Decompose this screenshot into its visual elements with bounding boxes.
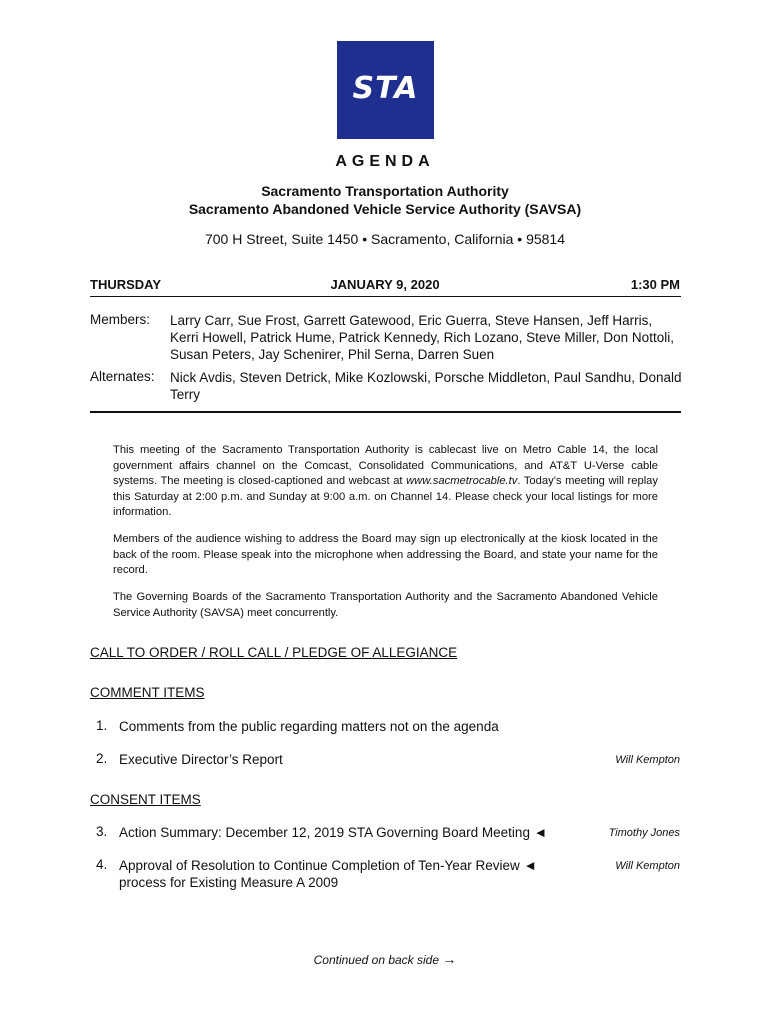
logo-text: STA (352, 71, 419, 106)
cablecast-text-end: . Today’s meeting will replay this Saturday at 2:00 p.m. and Sunday at 9:00 a.m. on Channel 14. Please check your local listings for more information. (113, 475, 658, 518)
item-presenter: Timothy Jones (608, 827, 680, 839)
boards-notice: The Governing Boards of the Sacramento Transportation Authority and the Sacramento Abandoned Vehicle Service Authority (SAVSA) meet concurrently. (113, 591, 658, 619)
org-address: 700 H Street, Suite 1450 • Sacramento, California • 95814 (204, 231, 565, 247)
meeting-date: JANUARY 9, 2020 (330, 277, 440, 292)
page-title: AGENDA (335, 153, 435, 170)
item-number: 1. (96, 718, 108, 733)
logo-stripe (337, 41, 434, 43)
cablecast-text-start: This meeting of the Sacramento Transportation Authority is cablecast live on Metro Cable 14, the local government affairs channel on the Comcast, Consolidated Communications, and AT&T U-Verse cable systems. The meeting is closed-captioned and webcast at (113, 444, 658, 487)
agenda-item-text: Executive Director’s Report (119, 752, 283, 767)
roster-rule (90, 411, 681, 413)
webcast-link[interactable]: www.sacmetrocable.tv (406, 475, 518, 487)
meeting-day: THURSDAY (90, 277, 162, 292)
agenda-item-text: Approval of Resolution to Continue Completion of Ten-Year Review ◄ process for Existing Measure A 2009 (119, 858, 537, 890)
item-number: 4. (96, 857, 108, 872)
members-label: Members: (90, 312, 151, 327)
meeting-time: 1:30 PM (630, 277, 680, 292)
agenda-item-text: Action Summary: December 12, 2019 STA Governing Board Meeting ◄ (119, 825, 548, 840)
call-to-order-heading: CALL TO ORDER / ROLL CALL / PLEDGE OF ALLEGIANCE (90, 645, 458, 660)
alternates-list: Nick Avdis, Steven Detrick, Mike Kozlowski, Porsche Middleton, Paul Sandhu, Donald Terry (170, 370, 682, 402)
sta-logo (337, 41, 434, 139)
arrow-right-icon: → (442, 951, 457, 967)
item-presenter: Will Kempton (615, 860, 680, 872)
agenda-item-text: Comments from the public regarding matters not on the agenda (119, 719, 499, 734)
continued-text: Continued on back side (313, 953, 440, 967)
item-number: 3. (96, 824, 108, 839)
header-rule (90, 296, 681, 297)
org-name-primary: Sacramento Transportation Authority (261, 183, 509, 199)
org-name-secondary: Sacramento Abandoned Vehicle Service Authority (SAVSA) (188, 201, 582, 217)
alternates-label: Alternates: (90, 369, 155, 384)
continued-note (0, 951, 770, 967)
members-list: Larry Carr, Sue Frost, Garrett Gatewood, Eric Guerra, Steve Hansen, Jeff Harris, Kerri Howell, Patrick Hume, Patrick Kennedy, Rich Lozano, Steve Miller, Don Nottoli, Susan Peters, Jay Schenirer, Phil Serna, Darren Suen (170, 313, 674, 362)
item-number: 2. (96, 751, 108, 766)
audience-notice: Members of the audience wishing to address the Board may sign up electronically at the kiosk located in the back of the room. Please speak into the microphone when addressing the Board, and state your name for the record. (113, 533, 658, 576)
item-presenter: Will Kempton (615, 754, 680, 766)
comment-items-heading: COMMENT ITEMS (90, 685, 205, 700)
cablecast-notice (113, 443, 658, 521)
consent-items-heading: CONSENT ITEMS (90, 792, 201, 807)
